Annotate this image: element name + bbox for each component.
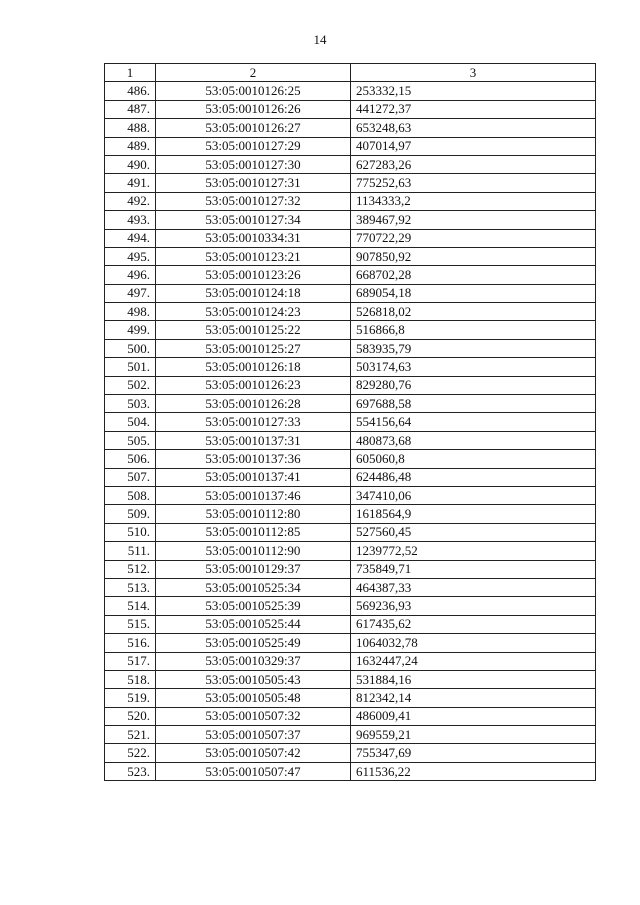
cadastral-number-cell: 53:05:0010137:41 bbox=[156, 468, 351, 486]
table-row bbox=[105, 229, 596, 247]
row-number-cell: 489. bbox=[105, 137, 156, 155]
cadastral-number-cell: 53:05:0010127:33 bbox=[156, 413, 351, 431]
cadastral-value-cell: 1134333,2 bbox=[351, 192, 596, 210]
cadastral-value-cell: 389467,92 bbox=[351, 211, 596, 229]
row-number-cell: 506. bbox=[105, 450, 156, 468]
cadastral-number-cell: 53:05:0010123:26 bbox=[156, 266, 351, 284]
cadastral-value-cell: 624486,48 bbox=[351, 468, 596, 486]
cadastral-value-cell: 1618564,9 bbox=[351, 505, 596, 523]
cadastral-value-cell: 253332,15 bbox=[351, 82, 596, 100]
cadastral-value-cell: 347410,06 bbox=[351, 486, 596, 504]
table-row bbox=[105, 670, 596, 688]
cadastral-number-cell: 53:05:0010124:23 bbox=[156, 303, 351, 321]
table-row bbox=[105, 211, 596, 229]
row-number-cell: 494. bbox=[105, 229, 156, 247]
cadastral-value-table bbox=[104, 63, 596, 781]
cadastral-value-cell: 527560,45 bbox=[351, 523, 596, 541]
cadastral-number-cell: 53:05:0010126:18 bbox=[156, 358, 351, 376]
cadastral-number-cell: 53:05:0010525:39 bbox=[156, 597, 351, 615]
table-row bbox=[105, 266, 596, 284]
cadastral-value-cell: 441272,37 bbox=[351, 100, 596, 118]
table-row bbox=[105, 560, 596, 578]
row-number-cell: 487. bbox=[105, 100, 156, 118]
table-row bbox=[105, 505, 596, 523]
cadastral-number-cell: 53:05:0010137:46 bbox=[156, 486, 351, 504]
table-row bbox=[105, 707, 596, 725]
cadastral-value-cell: 480873,68 bbox=[351, 431, 596, 449]
row-number-cell: 512. bbox=[105, 560, 156, 578]
cadastral-number-cell: 53:05:0010127:31 bbox=[156, 174, 351, 192]
row-number-cell: 505. bbox=[105, 431, 156, 449]
row-number-cell: 518. bbox=[105, 670, 156, 688]
table-row bbox=[105, 119, 596, 137]
cadastral-number-cell: 53:05:0010507:47 bbox=[156, 762, 351, 780]
table-header-row bbox=[105, 64, 596, 82]
row-number-cell: 510. bbox=[105, 523, 156, 541]
row-number-cell: 491. bbox=[105, 174, 156, 192]
row-number-cell: 517. bbox=[105, 652, 156, 670]
cadastral-value-cell: 735849,71 bbox=[351, 560, 596, 578]
row-number-cell: 516. bbox=[105, 634, 156, 652]
column-header-2: 2 bbox=[156, 64, 351, 82]
cadastral-number-cell: 53:05:0010127:34 bbox=[156, 211, 351, 229]
cadastral-number-cell: 53:05:0010112:90 bbox=[156, 542, 351, 560]
cadastral-value-cell: 486009,41 bbox=[351, 707, 596, 725]
cadastral-number-cell: 53:05:0010127:30 bbox=[156, 155, 351, 173]
row-number-cell: 514. bbox=[105, 597, 156, 615]
cadastral-value-cell: 770722,29 bbox=[351, 229, 596, 247]
row-number-cell: 500. bbox=[105, 339, 156, 357]
row-number-cell: 503. bbox=[105, 395, 156, 413]
cadastral-number-cell: 53:05:0010507:37 bbox=[156, 726, 351, 744]
cadastral-number-cell: 53:05:0010126:25 bbox=[156, 82, 351, 100]
table-row bbox=[105, 431, 596, 449]
table-row bbox=[105, 303, 596, 321]
table-row bbox=[105, 744, 596, 762]
row-number-cell: 519. bbox=[105, 689, 156, 707]
cadastral-value-cell: 689054,18 bbox=[351, 284, 596, 302]
table-row bbox=[105, 358, 596, 376]
row-number-cell: 497. bbox=[105, 284, 156, 302]
table-row bbox=[105, 578, 596, 596]
cadastral-value-cell: 526818,02 bbox=[351, 303, 596, 321]
row-number-cell: 507. bbox=[105, 468, 156, 486]
cadastral-value-cell: 617435,62 bbox=[351, 615, 596, 633]
cadastral-value-cell: 969559,21 bbox=[351, 726, 596, 744]
row-number-cell: 504. bbox=[105, 413, 156, 431]
cadastral-value-cell: 516866,8 bbox=[351, 321, 596, 339]
table-row bbox=[105, 486, 596, 504]
cadastral-number-cell: 53:05:0010525:44 bbox=[156, 615, 351, 633]
table-row bbox=[105, 542, 596, 560]
cadastral-number-cell: 53:05:0010334:31 bbox=[156, 229, 351, 247]
cadastral-number-cell: 53:05:0010125:27 bbox=[156, 339, 351, 357]
cadastral-number-cell: 53:05:0010127:29 bbox=[156, 137, 351, 155]
row-number-cell: 495. bbox=[105, 247, 156, 265]
row-number-cell: 509. bbox=[105, 505, 156, 523]
cadastral-number-cell: 53:05:0010127:32 bbox=[156, 192, 351, 210]
row-number-cell: 511. bbox=[105, 542, 156, 560]
page-number: 14 bbox=[313, 32, 327, 47]
cadastral-value-cell: 627283,26 bbox=[351, 155, 596, 173]
row-number-cell: 520. bbox=[105, 707, 156, 725]
row-number-cell: 515. bbox=[105, 615, 156, 633]
row-number-cell: 492. bbox=[105, 192, 156, 210]
cadastral-value-cell: 611536,22 bbox=[351, 762, 596, 780]
cadastral-value-cell: 531884,16 bbox=[351, 670, 596, 688]
row-number-cell: 521. bbox=[105, 726, 156, 744]
cadastral-value-cell: 1064032,78 bbox=[351, 634, 596, 652]
cadastral-number-cell: 53:05:0010329:37 bbox=[156, 652, 351, 670]
cadastral-value-cell: 503174,63 bbox=[351, 358, 596, 376]
table-row bbox=[105, 247, 596, 265]
row-number-cell: 490. bbox=[105, 155, 156, 173]
cadastral-value-cell: 775252,63 bbox=[351, 174, 596, 192]
cadastral-number-cell: 53:05:0010123:21 bbox=[156, 247, 351, 265]
table-row bbox=[105, 468, 596, 486]
cadastral-value-cell: 755347,69 bbox=[351, 744, 596, 762]
table-row bbox=[105, 155, 596, 173]
table-row bbox=[105, 174, 596, 192]
cadastral-value-cell: 1632447,24 bbox=[351, 652, 596, 670]
row-number-cell: 522. bbox=[105, 744, 156, 762]
cadastral-number-cell: 53:05:0010137:36 bbox=[156, 450, 351, 468]
table-body bbox=[105, 82, 596, 781]
table-row bbox=[105, 597, 596, 615]
cadastral-number-cell: 53:05:0010126:28 bbox=[156, 395, 351, 413]
cadastral-number-cell: 53:05:0010126:23 bbox=[156, 376, 351, 394]
cadastral-value-cell: 583935,79 bbox=[351, 339, 596, 357]
cadastral-value-cell: 653248,63 bbox=[351, 119, 596, 137]
cadastral-value-cell: 829280,76 bbox=[351, 376, 596, 394]
cadastral-number-cell: 53:05:0010125:22 bbox=[156, 321, 351, 339]
cadastral-number-cell: 53:05:0010126:27 bbox=[156, 119, 351, 137]
table-row bbox=[105, 100, 596, 118]
table-row bbox=[105, 689, 596, 707]
column-header-3: 3 bbox=[351, 64, 596, 82]
cadastral-number-cell: 53:05:0010112:85 bbox=[156, 523, 351, 541]
cadastral-number-cell: 53:05:0010124:18 bbox=[156, 284, 351, 302]
cadastral-value-cell: 554156,64 bbox=[351, 413, 596, 431]
table-row bbox=[105, 284, 596, 302]
cadastral-number-cell: 53:05:0010112:80 bbox=[156, 505, 351, 523]
cadastral-value-cell: 812342,14 bbox=[351, 689, 596, 707]
cadastral-number-cell: 53:05:0010137:31 bbox=[156, 431, 351, 449]
row-number-cell: 499. bbox=[105, 321, 156, 339]
row-number-cell: 502. bbox=[105, 376, 156, 394]
row-number-cell: 488. bbox=[105, 119, 156, 137]
row-number-cell: 493. bbox=[105, 211, 156, 229]
cadastral-value-cell: 605060,8 bbox=[351, 450, 596, 468]
cadastral-value-cell: 697688,58 bbox=[351, 395, 596, 413]
table-row bbox=[105, 762, 596, 780]
table-row bbox=[105, 450, 596, 468]
row-number-cell: 486. bbox=[105, 82, 156, 100]
cadastral-number-cell: 53:05:0010126:26 bbox=[156, 100, 351, 118]
cadastral-number-cell: 53:05:0010129:37 bbox=[156, 560, 351, 578]
cadastral-number-cell: 53:05:0010525:34 bbox=[156, 578, 351, 596]
table-row bbox=[105, 339, 596, 357]
table-row bbox=[105, 413, 596, 431]
table-row bbox=[105, 137, 596, 155]
cadastral-value-cell: 668702,28 bbox=[351, 266, 596, 284]
row-number-cell: 508. bbox=[105, 486, 156, 504]
table-row bbox=[105, 634, 596, 652]
cadastral-value-cell: 907850,92 bbox=[351, 247, 596, 265]
cadastral-number-cell: 53:05:0010505:48 bbox=[156, 689, 351, 707]
column-header-1: 1 bbox=[105, 64, 156, 82]
cadastral-value-cell: 407014,97 bbox=[351, 137, 596, 155]
row-number-cell: 496. bbox=[105, 266, 156, 284]
table-row bbox=[105, 376, 596, 394]
table-row bbox=[105, 615, 596, 633]
cadastral-value-cell: 569236,93 bbox=[351, 597, 596, 615]
table-row bbox=[105, 395, 596, 413]
cadastral-value-cell: 1239772,52 bbox=[351, 542, 596, 560]
table-row bbox=[105, 726, 596, 744]
cadastral-number-cell: 53:05:0010525:49 bbox=[156, 634, 351, 652]
row-number-cell: 523. bbox=[105, 762, 156, 780]
table-row bbox=[105, 321, 596, 339]
cadastral-value-cell: 464387,33 bbox=[351, 578, 596, 596]
cadastral-number-cell: 53:05:0010507:42 bbox=[156, 744, 351, 762]
table-row bbox=[105, 192, 596, 210]
row-number-cell: 513. bbox=[105, 578, 156, 596]
table-row bbox=[105, 82, 596, 100]
row-number-cell: 501. bbox=[105, 358, 156, 376]
table-row bbox=[105, 652, 596, 670]
cadastral-number-cell: 53:05:0010507:32 bbox=[156, 707, 351, 725]
cadastral-number-cell: 53:05:0010505:43 bbox=[156, 670, 351, 688]
table-row bbox=[105, 523, 596, 541]
row-number-cell: 498. bbox=[105, 303, 156, 321]
